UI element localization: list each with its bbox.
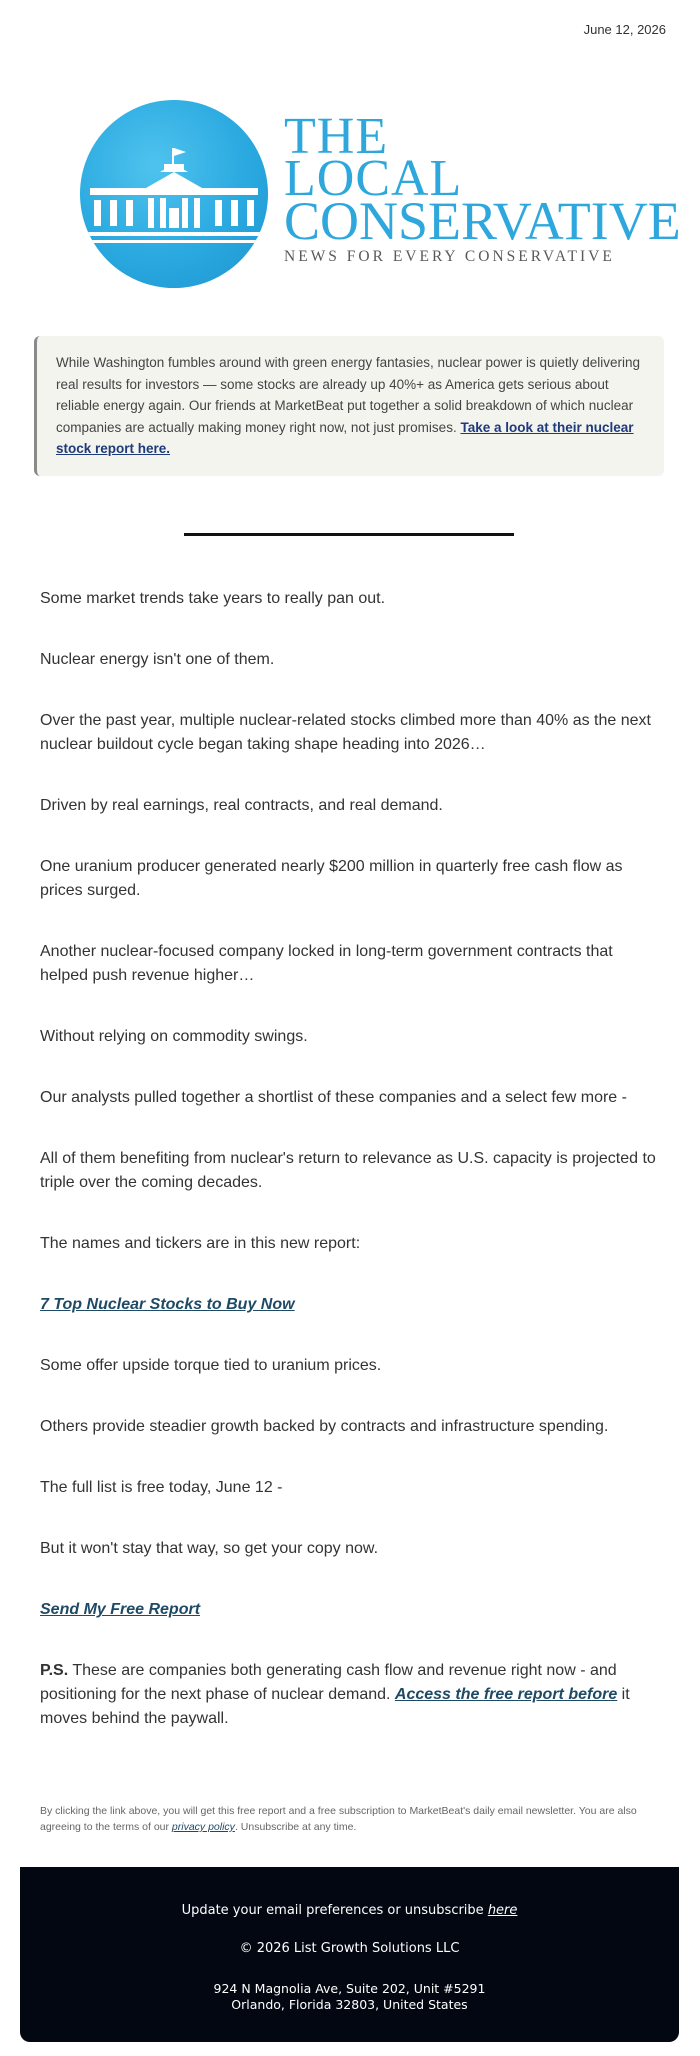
site-logo <box>80 100 681 290</box>
disclaimer <box>40 1803 660 1835</box>
footer-preferences <box>20 1903 679 1918</box>
paragraph-9: All of them benefiting from nuclear's return to relevance as U.S. capacity is projected to triple over the coming decades. <box>40 1150 656 1191</box>
footer-preferences-text: Update your email preferences or unsubscribe <box>181 1903 488 1918</box>
paragraph-2: Nuclear energy isn't one of them. <box>40 651 275 668</box>
paragraph-5: One uranium producer generated nearly $200 million in quarterly free cash flow as prices surged. <box>40 858 623 899</box>
paragraph-1: Some market trends take years to really pan out. <box>40 590 386 607</box>
access-report-link[interactable]: Access the free report before <box>394 1686 618 1703</box>
logo-wordmark <box>284 108 681 266</box>
paragraph-3: Over the past year, multiple nuclear-related stocks climbed more than 40% as the next nuclear buildout cycle began taking shape heading into 2026… <box>40 712 651 753</box>
logo-tagline: NEWS FOR EVERY CONSERVATIVE <box>284 248 615 265</box>
white-house-icon <box>80 100 268 288</box>
paragraph-11: Some offer upside torque tied to uranium prices. <box>40 1357 382 1374</box>
paragraph-8: Our analysts pulled together a shortlist of these companies and a select few more - <box>40 1089 627 1106</box>
unsubscribe-link[interactable]: here <box>487 1903 518 1918</box>
section-divider <box>184 533 514 536</box>
footer-copyright: © 2026 List Growth Solutions LLC <box>239 1941 460 1956</box>
report-link-line <box>40 1293 660 1317</box>
intro-text: While Washington fumbles around with green energy fantasies, nuclear power is quietly delivering real results for investors — some stocks are already up 40%+ as America gets serious about reliable energy again. Our friends at MarketBeat put together a solid breakdown of which nuclear companies are actually making money right now, not just promises. <box>56 355 641 435</box>
free-report-link-line <box>40 1598 660 1622</box>
footer-address-line-1: 924 N Magnolia Ave, Suite 202, Unit #5291 <box>213 1981 486 1996</box>
intro-report-link[interactable]: Take a look at their nuclear stock report here. <box>56 419 634 456</box>
paragraph-12: Others provide steadier growth backed by contracts and infrastructure spending. <box>40 1418 609 1435</box>
ps-paragraph <box>40 1659 660 1731</box>
disclaimer-text-1: By clicking the link above, you will get this free report and a free subscription to MarketBeat's daily email newsletter. You are also agreeing to the terms of our <box>40 1805 637 1833</box>
paragraph-10: The names and tickers are in this new report: <box>40 1235 361 1252</box>
ps-label: P.S. <box>40 1662 69 1679</box>
ps-end: it moves behind the paywall. <box>40 1686 630 1727</box>
top-nuclear-stocks-link[interactable]: 7 Top Nuclear Stocks to Buy Now <box>40 1296 295 1313</box>
logo-line-3: CONSERVATIVE <box>284 191 681 251</box>
send-free-report-link[interactable]: Send My Free Report <box>40 1601 201 1618</box>
paragraph-4: Driven by real earnings, real contracts, and real demand. <box>40 797 443 814</box>
paragraph-14: But it won't stay that way, so get your copy now. <box>40 1540 379 1557</box>
email-footer <box>20 1867 679 2042</box>
privacy-policy-link[interactable]: privacy policy <box>171 1821 235 1833</box>
disclaimer-text-2: . Unsubscribe at any time. <box>234 1821 357 1833</box>
email-date: June 12, 2026 <box>583 22 666 37</box>
logo-line-1: THE <box>284 108 389 165</box>
logo-line-2: LOCAL <box>284 150 463 207</box>
ps-text: These are companies both generating cash flow and revenue right now - and positioning for the next phase of nuclear demand. <box>40 1662 617 1703</box>
paragraph-7: Without relying on commodity swings. <box>40 1028 308 1045</box>
paragraph-6: Another nuclear-focused company locked in long-term government contracts that helped push revenue higher… <box>40 943 613 984</box>
footer-address-line-2: Orlando, Florida 32803, United States <box>231 1997 468 2012</box>
intro-callout <box>34 336 664 476</box>
paragraph-13: The full list is free today, June 12 - <box>40 1479 283 1496</box>
footer-address <box>20 1981 679 2013</box>
